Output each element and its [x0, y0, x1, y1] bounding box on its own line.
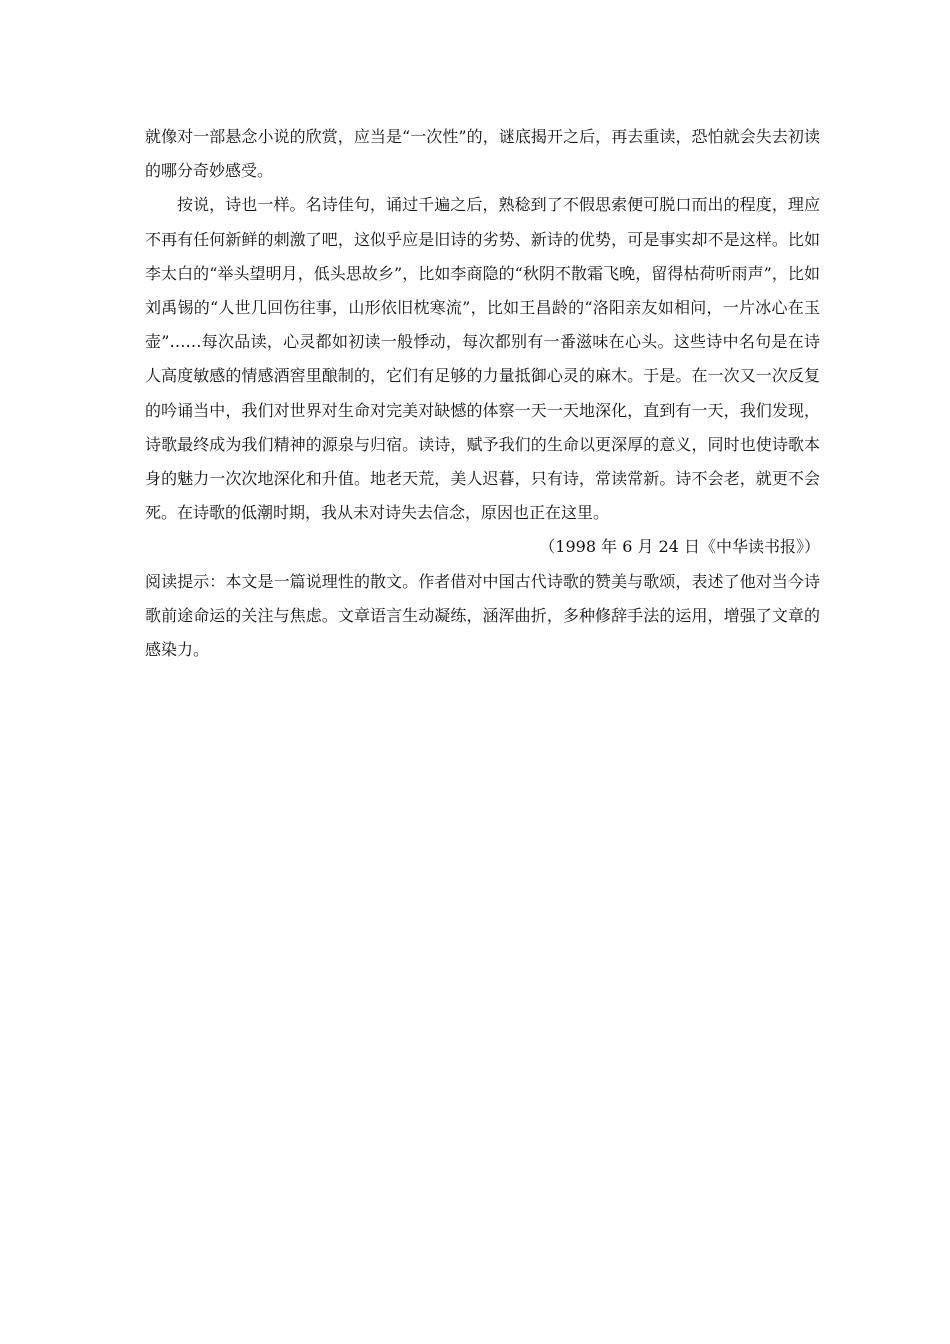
paragraph-poetry: 按说，诗也一样。名诗佳句，诵过千遍之后，熟稔到了不假思索便可脱口而出的程度，理应不再有任何新鲜的刺激了吧，这似乎应是旧诗的劣势、新诗的优势，可是事实却不是这样。比如李太白的“举头望明月，低头思故乡”，比如李商隐的“秋阴不散霜飞晚，留得枯荷听雨声”，比如刘禹锡的“人世几回伤往事，山形依旧枕寒流”，比如王昌龄的“洛阳亲友如相问，一片冰心在玉壶”……每次品读，心灵都如初读一般悸动，每次都别有一番滋味在心头。这些诗中名句是在诗人高度敏感的情感酒窖里酿制的，它们有足够的力量抵御心灵的麻木。于是。在一次又一次反复的吟诵当中，我们对世界对生命对完美对缺憾的体察一天一天地深化，直到有一天，我们发现，诗歌最终成为我们精神的源泉与归宿。读诗，赋予我们的生命以更深厚的意义，同时也使诗歌本身的魅力一次次地深化和升值。地老天荒，美人迟暮，只有诗，常读常新。诗不会老，就更不会死。在诗歌的低潮时期，我从未对诗失去信念，原因也正在这里。 — [145, 195, 820, 523]
source-citation: （1998 年 6 月 24 日《中华读书报》） — [539, 537, 820, 557]
article-body — [145, 120, 820, 667]
paragraph-continuation: 就像对一部悬念小说的欣赏，应当是“一次性”的，谜底揭开之后，再去重读，恐怕就会失去初读的哪分奇妙感受。 — [145, 127, 820, 181]
reading-tip: 阅读提示：本文是一篇说理性的散文。作者借对中国古代诗歌的赞美与歌颂，表述了他对当今诗歌前途命运的关注与焦虑。文章语言生动凝练，涵浑曲折，多种修辞手法的运用，增强了文章的感染力。 — [145, 571, 820, 660]
